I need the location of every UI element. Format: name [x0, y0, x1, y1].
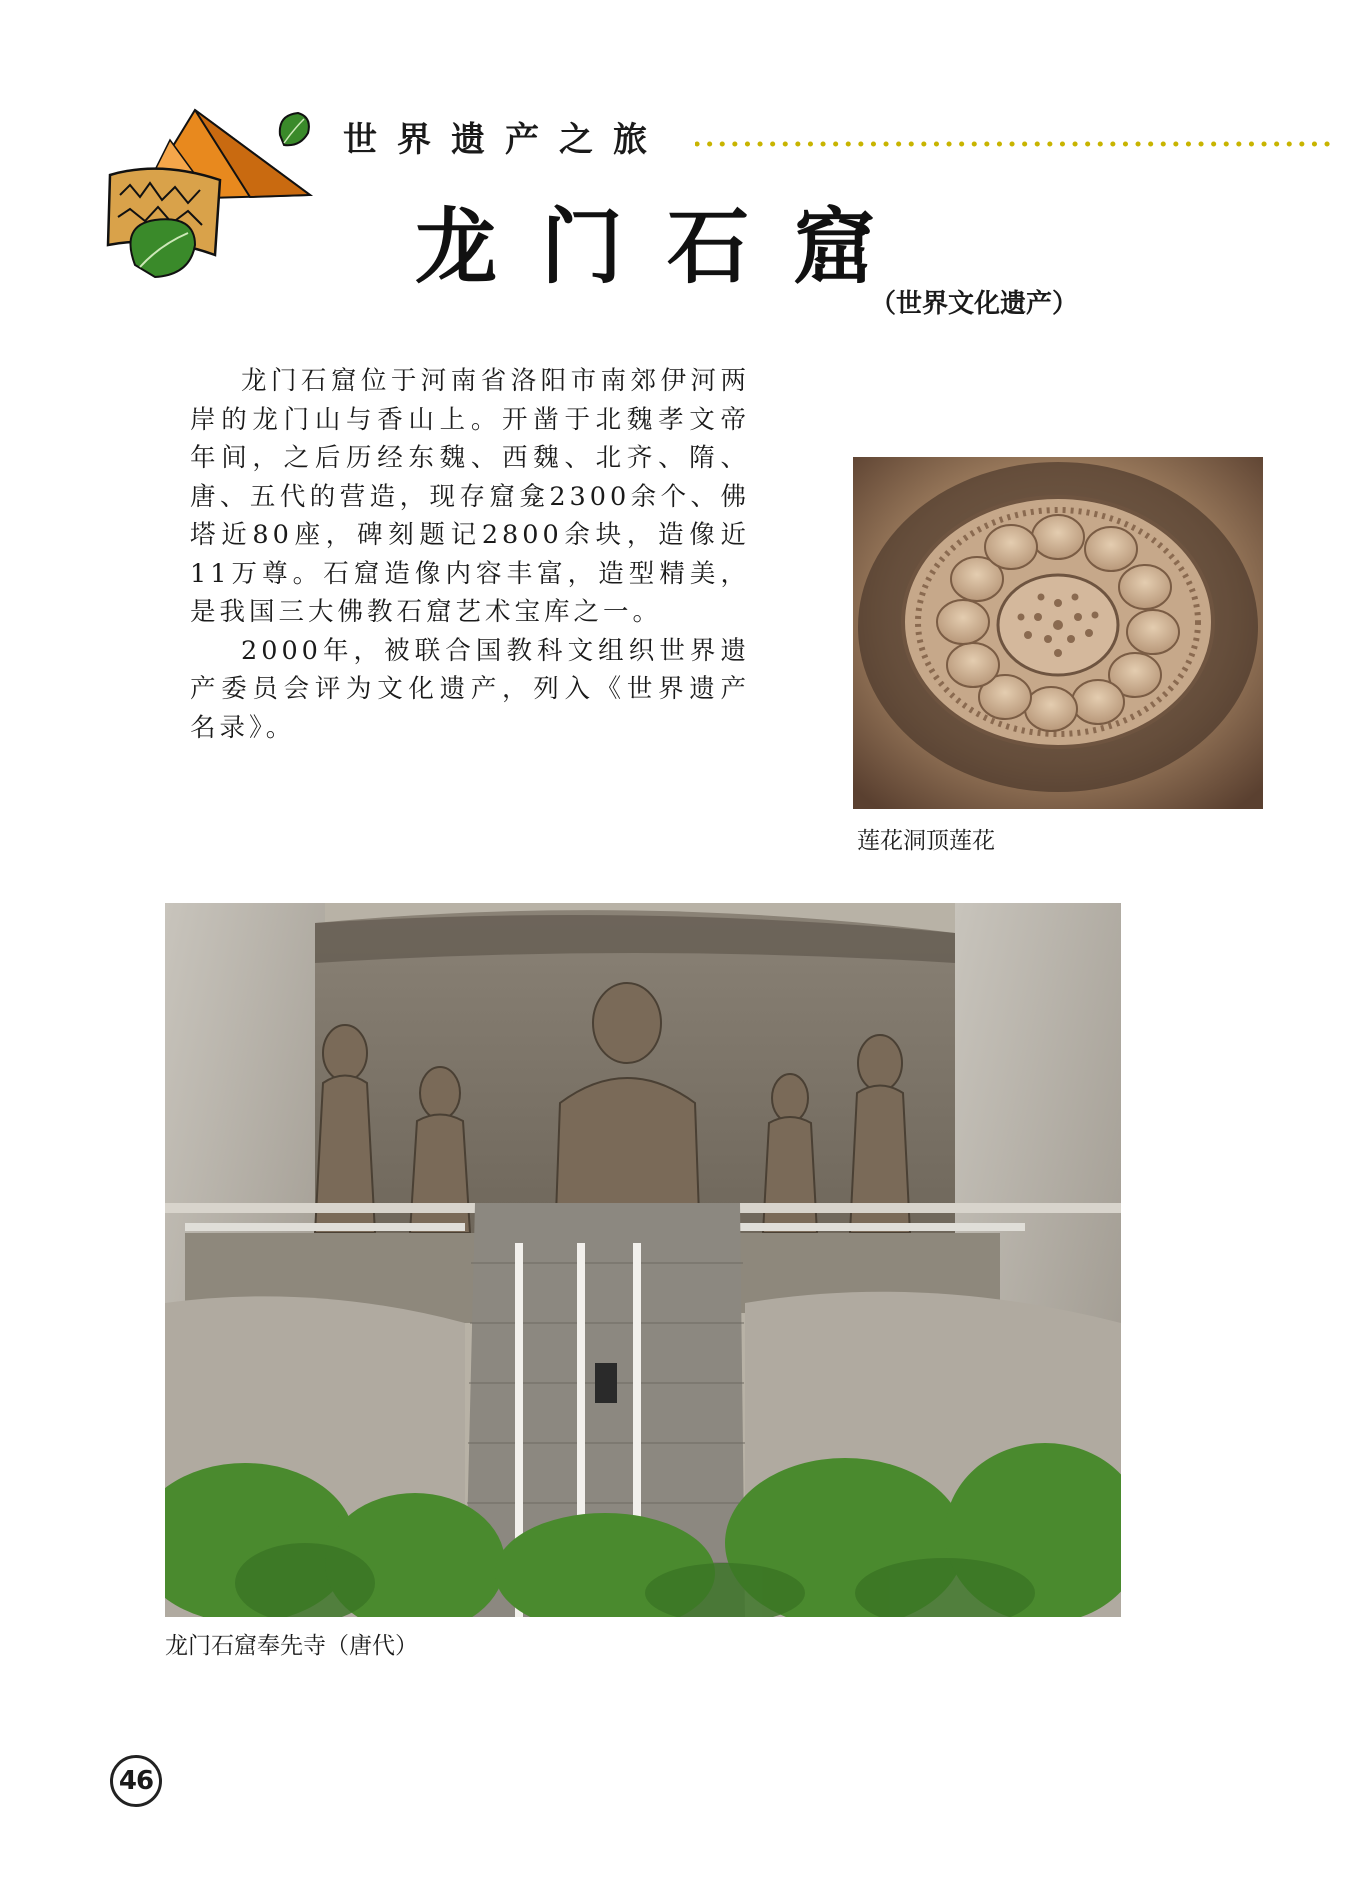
temple-photo-caption: 龙门石窟奉先寺（唐代） — [165, 1633, 418, 1659]
lotus-photo-caption: 莲花洞顶莲花 — [857, 828, 995, 854]
series-title: 世界遗产之旅 — [343, 120, 667, 160]
paragraph: 龙门石窟位于河南省洛阳市南郊伊河两岸的龙门山与香山上。开凿于北魏孝文帝年间，之后历经东魏、西魏、北齐、隋、唐、五代的营造，现存窟龛2300余个、佛塔近80座，碑刻题记2800余块，造像近11万尊。石窟造像内容丰富，造型精美，是我国三大佛教石窟艺术宝库之一。 — [190, 366, 750, 627]
paragraph: 2000年，被联合国教科文组织世界遗产委员会评为文化遗产，列入《世界遗产名录》。 — [190, 635, 750, 743]
article-body — [190, 362, 750, 747]
series-logo — [100, 105, 325, 280]
lotus-ceiling-photo — [853, 457, 1263, 809]
page-number: 46 — [110, 1755, 162, 1807]
page-title: 龙门石窟 — [415, 199, 920, 295]
dotted-rule — [695, 140, 1335, 148]
page-subtitle: （世界文化遗产） — [870, 289, 1079, 319]
fengxian-temple-photo — [165, 903, 1121, 1617]
